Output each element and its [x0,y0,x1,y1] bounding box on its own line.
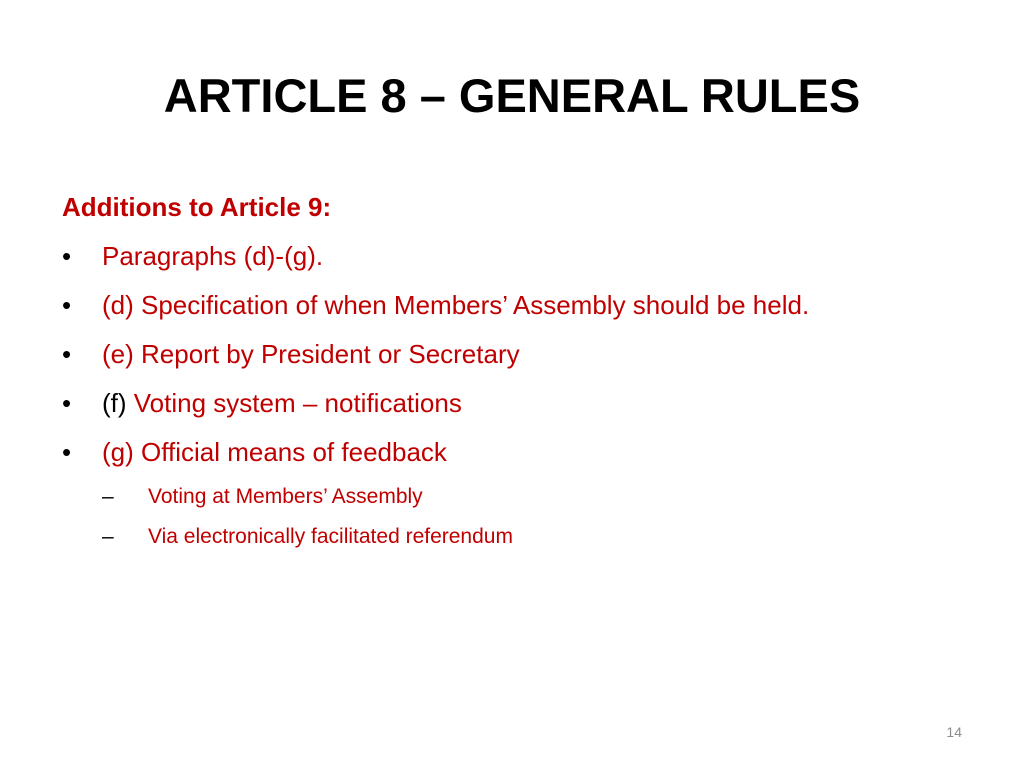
bullet-item [62,286,992,324]
sub-bullet-marker: – [102,525,114,548]
sub-bullet-list [62,482,992,552]
bullet-marker: • [62,241,72,271]
bullet-item [62,384,992,422]
sub-bullet-text: Via electronically facilitated referendum [148,525,513,548]
bullet-list [62,237,992,471]
bullet-marker: • [62,388,72,418]
sub-bullet-text: Voting at Members’ Assembly [148,485,423,508]
sub-bullet-marker: – [102,485,114,508]
bullet-text: Paragraphs (d)-(g). [102,241,324,271]
sub-bullet-item [62,482,992,512]
bullet-text: (e) Report by President or Secretary [102,339,520,369]
slide-content [62,188,992,562]
sub-bullet-item [62,522,992,552]
bullet-item [62,335,992,373]
slide-title: ARTICLE 8 – GENERAL RULES [163,69,861,122]
bullet-text: Voting system – notifications [133,388,462,418]
bullet-item [62,433,992,471]
section-heading: Additions to Article 9: [62,192,332,222]
bullet-prefix: (f) [102,388,134,418]
bullet-marker: • [62,437,72,467]
bullet-text: (g) Official means of feedback [102,437,447,467]
page-number: 14 [946,724,962,740]
bullet-marker: • [62,339,72,369]
bullet-item [62,237,992,275]
bullet-text: (d) Specification of when Members’ Assembly should be held. [102,290,810,320]
bullet-marker: • [62,290,72,320]
